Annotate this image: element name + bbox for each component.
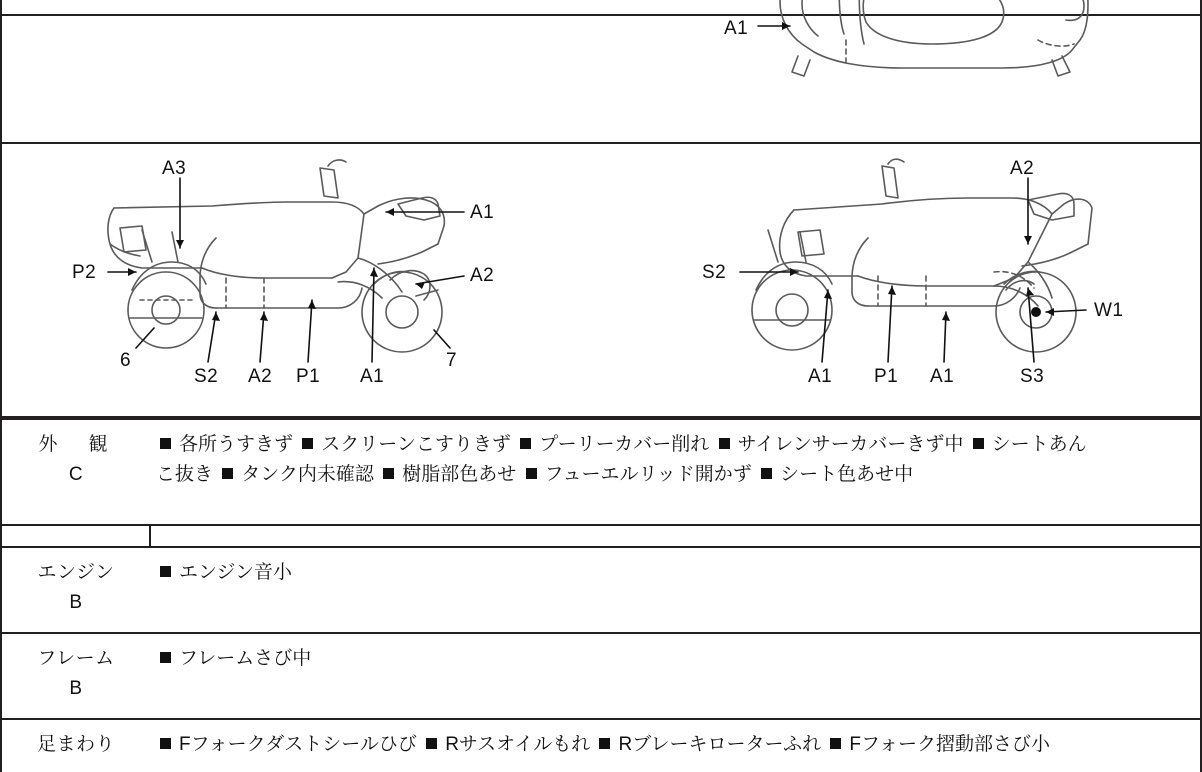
callout-right-p1: P1: [874, 366, 899, 387]
callout-left-s2: S2: [194, 366, 219, 387]
category-cell-frame: [1, 633, 150, 719]
square-bullet-icon: [160, 438, 171, 449]
square-bullet-icon: [426, 738, 437, 749]
square-bullet-icon: [520, 438, 531, 449]
spacer-cell-left: [1, 525, 150, 547]
square-bullet-icon: [160, 652, 171, 663]
grade-engine: B: [69, 592, 83, 613]
callout-left-a1-upper: A1: [470, 202, 495, 223]
callout-left-p2: P2: [72, 262, 97, 283]
square-bullet-icon: [302, 438, 313, 449]
description-cell-engine: [150, 547, 1201, 633]
callout-left-a3: A3: [162, 158, 187, 179]
spacer-cell-right: [150, 525, 1201, 547]
callout-right-w1: W1: [1094, 300, 1124, 321]
callout-left-a1-bottom: A1: [360, 366, 385, 387]
callout-right-a2: A2: [1010, 158, 1035, 179]
grade-frame: B: [69, 678, 83, 699]
description-line: 各所うすきず スクリーンこすりきず プーリーカバー削れ サイレンサーカバーきず中 シートあん: [156, 430, 1192, 460]
category-label-engine: エンジン: [37, 562, 115, 583]
square-bullet-icon: [160, 566, 171, 577]
square-bullet-icon: [599, 738, 610, 749]
table-row-suspension: [1, 719, 1201, 772]
category-cell-appearance: [1, 419, 150, 525]
callout-left-a2-bottom: A2: [248, 366, 273, 387]
category-cell-suspension: [1, 719, 150, 772]
description-line: Fフォークダストシールひび Rサスオイルもれ Rブレーキローターふれ Fフォーク摺動部さび小: [156, 730, 1192, 760]
category-label-appearance: 外 観: [38, 434, 114, 455]
callout-left-p1: P1: [296, 366, 321, 387]
table-row-engine: [1, 547, 1201, 633]
callout-right-s2: S2: [702, 262, 727, 283]
description-line: エンジン音小: [156, 558, 1192, 588]
description-cell-suspension: [150, 719, 1201, 772]
square-bullet-icon: [761, 468, 772, 479]
callout-right-a1-right: A1: [930, 366, 955, 387]
category-label-suspension: 足まわり: [36, 734, 115, 755]
callout-right-s3: S3: [1020, 366, 1045, 387]
top-view-scooter: [780, 0, 1088, 76]
scooter-outline-drawings: [2, 0, 1202, 418]
callout-left-6: 6: [120, 350, 132, 371]
description-cell-appearance: [150, 419, 1201, 525]
square-bullet-icon: [830, 738, 841, 749]
callout-left-7: 7: [446, 350, 458, 371]
description-cell-frame: [150, 633, 1201, 719]
square-bullet-icon: [973, 438, 984, 449]
square-bullet-icon: [383, 468, 394, 479]
right-side-view-scooter: [752, 159, 1092, 352]
grade-appearance: C: [68, 464, 84, 485]
callout-top-a1: A1: [724, 18, 749, 39]
table-row-frame: [1, 633, 1201, 719]
category-cell-engine: [1, 547, 150, 633]
description-line: こ抜き タンク内未確認 樹脂部色あせ フューエルリッド開かず シート色あせ中: [156, 464, 914, 485]
table-row-appearance: [1, 419, 1201, 525]
description-line: フレームさび中: [156, 644, 1192, 674]
square-bullet-icon: [160, 738, 171, 749]
callout-left-a2-right: A2: [470, 265, 495, 286]
condition-table: [0, 418, 1202, 772]
table-row-spacer: [1, 525, 1201, 547]
square-bullet-icon: [222, 468, 233, 479]
square-bullet-icon: [526, 468, 537, 479]
left-side-view-scooter: [108, 160, 444, 352]
category-label-frame: フレーム: [37, 648, 115, 669]
callout-right-a1-left: A1: [808, 366, 833, 387]
square-bullet-icon: [719, 438, 730, 449]
